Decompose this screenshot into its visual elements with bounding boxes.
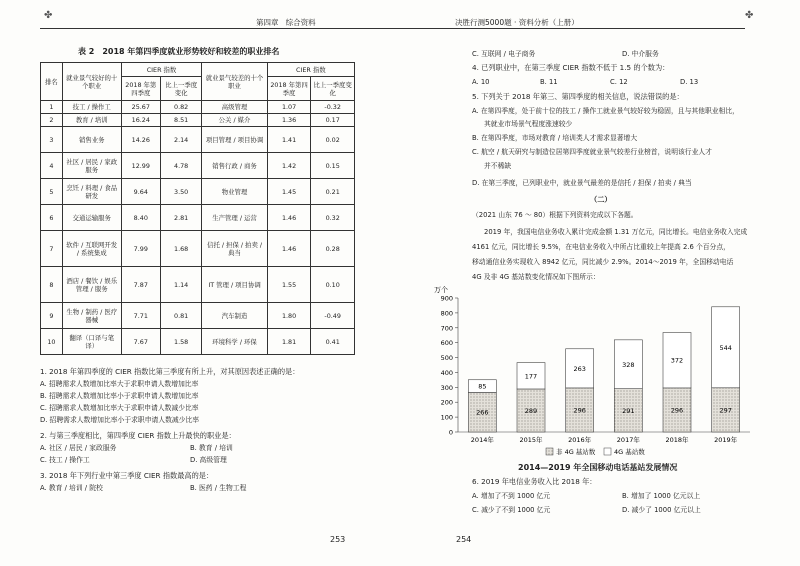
q3-option-d: D. 中介服务 — [622, 50, 659, 58]
cell-g-chg: 0.81 — [160, 303, 201, 329]
y-tick-label: 500 — [440, 354, 453, 363]
cell-good: 烹饪 / 料理 / 食品研发 — [62, 179, 121, 205]
cell-rank: 6 — [41, 205, 63, 231]
cell-b-chg: 0.21 — [311, 179, 355, 205]
table-body — [41, 101, 355, 355]
bird-ornament-icon: ✤ — [44, 10, 53, 21]
table-title: 表 2 2018 年第四季度就业形势较好和较差的职业排名 — [78, 47, 280, 56]
cell-good: 交通运输服务 — [62, 205, 121, 231]
cell-g-idx: 9.64 — [121, 179, 160, 205]
legend-label-4g: 4G 基站数 — [614, 448, 645, 456]
table-row — [41, 231, 355, 267]
left-header-rule — [40, 8, 400, 30]
cell-b-chg: 0.15 — [311, 153, 355, 179]
data-label-non-4g: 296 — [670, 406, 684, 415]
col-header-rank: 排名 — [41, 63, 63, 101]
x-tick-label: 2019年 — [714, 436, 738, 444]
cell-bad: 公关 / 媒介 — [202, 114, 267, 127]
right-header-rule — [400, 8, 745, 30]
section-mark: （二） — [590, 195, 612, 204]
cell-rank: 8 — [41, 267, 63, 303]
cell-b-idx: 1.07 — [267, 101, 311, 114]
q1-option-a: A. 招聘需求人数增加比率大于求职申请人数增加比率 — [40, 380, 199, 388]
cell-rank: 3 — [41, 127, 63, 153]
cell-b-idx: 1.80 — [267, 303, 311, 329]
q4-option-d: D. 13 — [680, 78, 699, 86]
cell-g-chg: 1.14 — [160, 267, 201, 303]
table-row — [41, 114, 355, 127]
cell-g-chg: 2.81 — [160, 205, 201, 231]
q2-option-b: B. 教育 / 培训 — [190, 444, 233, 452]
q5-option-a-line1: A. 在第四季度，处于前十位的技工 / 操作工就业景气较好较为稳固，且与其他职业相比， — [472, 107, 739, 115]
data-label-4g: 85 — [478, 382, 487, 391]
table-row — [41, 267, 355, 303]
question-1: 1. 2018 年第四季度的 CIER 指数比第三季度有所上升，对其原因表述正确的是： — [40, 367, 300, 376]
cell-good: 销售业务 — [62, 127, 121, 153]
q2-option-c: C. 技工 / 操作工 — [40, 456, 90, 464]
y-unit-label: 万个 — [434, 286, 448, 294]
col-header-good: 就业景气较好的十个职业 — [62, 63, 121, 101]
cell-bad: 项目管理 / 项目协调 — [202, 127, 267, 153]
data-label-4g: 544 — [719, 343, 732, 352]
legend-swatch-non-4g — [546, 448, 553, 455]
question-4: 4. 已列职业中，在第三季度 CIER 指数不低于 1.5 的个数为： — [472, 63, 670, 72]
y-tick-label: 700 — [440, 324, 453, 333]
cell-bad: 高级管理 — [202, 101, 267, 114]
q5-option-a-line2: 其就业市场景气程度涨速较少 — [484, 120, 573, 128]
q1-option-d: D. 招聘需求人数增加比率小于求职申请人数减少比率 — [40, 416, 200, 424]
q4-option-a: A. 10 — [472, 78, 490, 86]
section-intro: （2021 山东 76 ～ 80）根据下列资料完成以下各题。 — [472, 211, 638, 219]
bird-ornament-icon: ✤ — [745, 10, 754, 21]
cell-bad: 环境科学 / 环保 — [202, 329, 267, 355]
cell-g-idx: 12.99 — [121, 153, 160, 179]
y-tick-label: 900 — [440, 294, 453, 303]
cell-g-idx: 14.26 — [121, 127, 160, 153]
cell-rank: 9 — [41, 303, 63, 329]
cell-b-chg: 0.02 — [311, 127, 355, 153]
cell-g-idx: 7.71 — [121, 303, 160, 329]
cell-b-idx: 1.46 — [267, 231, 311, 267]
q3-option-c: C. 互联网 / 电子商务 — [472, 50, 536, 58]
q6-option-c: C. 减少了不到 1000 亿元 — [472, 506, 551, 514]
q4-option-b: B. 11 — [540, 78, 558, 86]
paragraph-line-4: 4G 及非 4G 基站数变化情况如下图所示： — [472, 273, 600, 281]
y-tick-label: 600 — [440, 339, 453, 348]
data-label-non-4g: 289 — [524, 406, 538, 415]
q1-option-c: C. 招聘需求人数增加比率大于求职申请人数减少比率 — [40, 404, 199, 412]
table-row — [41, 329, 355, 355]
job-ranking-table — [40, 62, 355, 355]
table-row — [41, 303, 355, 329]
section-label: 综合资料 — [285, 18, 316, 27]
data-label-non-4g: 291 — [622, 406, 635, 415]
cell-bad: 生产管理 / 运营 — [202, 205, 267, 231]
cell-g-chg: 2.14 — [160, 127, 201, 153]
y-tick-label: 800 — [440, 309, 453, 318]
x-tick-label: 2015年 — [519, 436, 543, 444]
cell-b-chg: 0.17 — [311, 114, 355, 127]
cell-g-idx: 7.99 — [121, 231, 160, 267]
cell-good: 酒店 / 餐饮 / 娱乐管理 / 服务 — [62, 267, 121, 303]
q5-option-c-line1: C. 航空 / 航天研究与制造位居第四季度就业景气较差行业榜首，说明该行业人才 — [472, 148, 712, 156]
page-number-right: 254 — [456, 535, 472, 544]
col-header-change: 比上一季度变化 — [160, 77, 201, 101]
table-row — [41, 153, 355, 179]
cell-b-idx: 1.36 — [267, 114, 311, 127]
cell-bad: IT 管理 / 项目协调 — [202, 267, 267, 303]
y-tick-label: 200 — [440, 398, 453, 407]
cell-g-idx: 7.67 — [121, 329, 160, 355]
cell-rank: 4 — [41, 153, 63, 179]
q5-option-c-line2: 并不稀缺 — [484, 162, 512, 170]
base-station-chart — [428, 282, 758, 462]
x-tick-label: 2016年 — [568, 436, 592, 444]
cell-b-chg: 0.32 — [311, 205, 355, 231]
chart-caption: 2014—2019 年全国移动电话基站发展情况 — [518, 463, 678, 472]
col-header-cier2: CIER 指数 — [267, 63, 354, 77]
col-header-cier1: CIER 指数 — [121, 63, 202, 77]
cell-b-idx: 1.81 — [267, 329, 311, 355]
q6-option-a: A. 增加了不到 1000 亿元 — [472, 492, 551, 500]
cell-b-chg: 0.10 — [311, 267, 355, 303]
cell-g-idx: 8.40 — [121, 205, 160, 231]
y-tick-label: 300 — [440, 383, 453, 392]
cell-good: 翻译（口译与笔译） — [62, 329, 121, 355]
cell-rank: 1 — [41, 101, 63, 114]
legend-swatch-4g — [604, 448, 611, 455]
x-tick-label: 2017年 — [616, 436, 640, 444]
question-6: 6. 2019 年电信业务收入比 2018 年： — [472, 477, 597, 486]
cell-g-idx: 16.24 — [121, 114, 160, 127]
q2-option-a: A. 社区 / 居民 / 家政服务 — [40, 444, 117, 452]
data-label-4g: 328 — [622, 360, 635, 369]
cell-good: 生物 / 制药 / 医疗器械 — [62, 303, 121, 329]
cell-bad: 销售行政 / 商务 — [202, 153, 267, 179]
x-tick-label: 2014年 — [470, 436, 494, 444]
cell-b-idx: 1.45 — [267, 179, 311, 205]
cell-b-idx: 1.41 — [267, 127, 311, 153]
col-header-q4b: 2018 年第四季度 — [267, 77, 311, 101]
cell-bad: 物业管理 — [202, 179, 267, 205]
cell-g-chg: 1.58 — [160, 329, 201, 355]
cell-rank: 7 — [41, 231, 63, 267]
cell-b-chg: 0.41 — [311, 329, 355, 355]
y-tick-label: 400 — [440, 368, 453, 377]
cell-b-idx: 1.55 — [267, 267, 311, 303]
data-label-4g: 177 — [524, 372, 538, 381]
q5-option-d: D. 在第三季度，已列职业中，就业景气最差的是信托 / 担保 / 拍卖 / 典当 — [472, 179, 692, 187]
cell-rank: 2 — [41, 114, 63, 127]
q1-option-b: B. 招聘需求人数增加比率小于求职申请人数增加比率 — [40, 392, 199, 400]
cell-good: 教育 / 培训 — [62, 114, 121, 127]
cell-b-idx: 1.46 — [267, 205, 311, 231]
data-label-non-4g: 296 — [573, 406, 586, 415]
cell-g-chg: 8.51 — [160, 114, 201, 127]
y-tick-label: 100 — [440, 413, 453, 422]
data-label-non-4g: 297 — [719, 406, 732, 415]
table-row — [41, 101, 355, 114]
cell-g-chg: 1.68 — [160, 231, 201, 267]
col-header-changeb: 比上一季度变化 — [311, 77, 355, 101]
col-header-bad: 就业景气较差的十个职业 — [202, 63, 267, 101]
cell-good: 社区 / 居民 / 家政服务 — [62, 153, 121, 179]
q3-option-a: A. 教育 / 培训 / 院校 — [40, 484, 103, 492]
paragraph-line-1: 2019 年，我国电信业务收入累计完成金额 1.31 万亿元，同比增长。电信业务收入完成 — [484, 228, 748, 236]
q6-option-b: B. 增加了 1000 亿元以上 — [622, 492, 701, 500]
cell-b-chg: -0.32 — [311, 101, 355, 114]
cell-rank: 10 — [41, 329, 63, 355]
chapter-label: 第四章 — [256, 18, 279, 27]
table-row — [41, 179, 355, 205]
cell-b-chg: -0.49 — [311, 303, 355, 329]
right-header-book: 决胜行测5000题 · 资料分析（上册） — [455, 18, 579, 27]
col-header-q4: 2018 年第四季度 — [121, 77, 160, 101]
cell-g-idx: 25.67 — [121, 101, 160, 114]
legend-label-non-4g: 非 4G 基站数 — [556, 448, 596, 456]
cell-bad: 汽车制造 — [202, 303, 267, 329]
page-number-left: 253 — [330, 535, 346, 544]
x-tick-label: 2018年 — [665, 436, 689, 444]
table-row — [41, 127, 355, 153]
q3-option-b: B. 医药 / 生物工程 — [190, 484, 247, 492]
cell-bad: 信托 / 担保 / 拍卖 / 典当 — [202, 231, 267, 267]
data-label-4g: 263 — [573, 364, 586, 373]
right-page — [400, 0, 800, 566]
paragraph-line-2: 4161 亿元，同比增长 9.5%，在电信业务收入中所占比重较上年提高 2.6 个百分点， — [472, 243, 730, 251]
cell-good: 软件 / 互联网开发 / 系统集成 — [62, 231, 121, 267]
cell-b-idx: 1.42 — [267, 153, 311, 179]
cell-rank: 5 — [41, 179, 63, 205]
q5-option-b: B. 在第四季度，市场对教育 / 培训类人才需求显著增大 — [472, 134, 638, 142]
cell-g-chg: 0.82 — [160, 101, 201, 114]
q4-option-c: C. 12 — [610, 78, 628, 86]
question-3: 3. 2018 年下列行业中第三季度 CIER 指数最高的是： — [40, 471, 214, 480]
data-label-4g: 372 — [670, 356, 684, 365]
q6-option-d: D. 减少了 1000 亿元以上 — [622, 506, 701, 514]
cell-good: 技工 / 操作工 — [62, 101, 121, 114]
paragraph-line-3: 移动通信业务实现收入 8942 亿元，同比减少 2.9%。2014～2019 年，全国移动电话 — [472, 258, 734, 266]
cell-g-chg: 3.50 — [160, 179, 201, 205]
y-tick-label: 0 — [448, 428, 453, 437]
question-2: 2. 与第三季度相比，第四季度 CIER 指数上升最快的职业是： — [40, 431, 236, 440]
question-5: 5. 下列关于 2018 年第三、第四季度的相关信息，说法错误的是： — [472, 92, 684, 101]
data-label-non-4g: 266 — [476, 408, 489, 417]
q2-option-d: D. 高级管理 — [190, 456, 227, 464]
cell-g-idx: 7.87 — [121, 267, 160, 303]
cell-b-chg: 0.28 — [311, 231, 355, 267]
cell-g-chg: 4.78 — [160, 153, 201, 179]
table-row — [41, 205, 355, 231]
